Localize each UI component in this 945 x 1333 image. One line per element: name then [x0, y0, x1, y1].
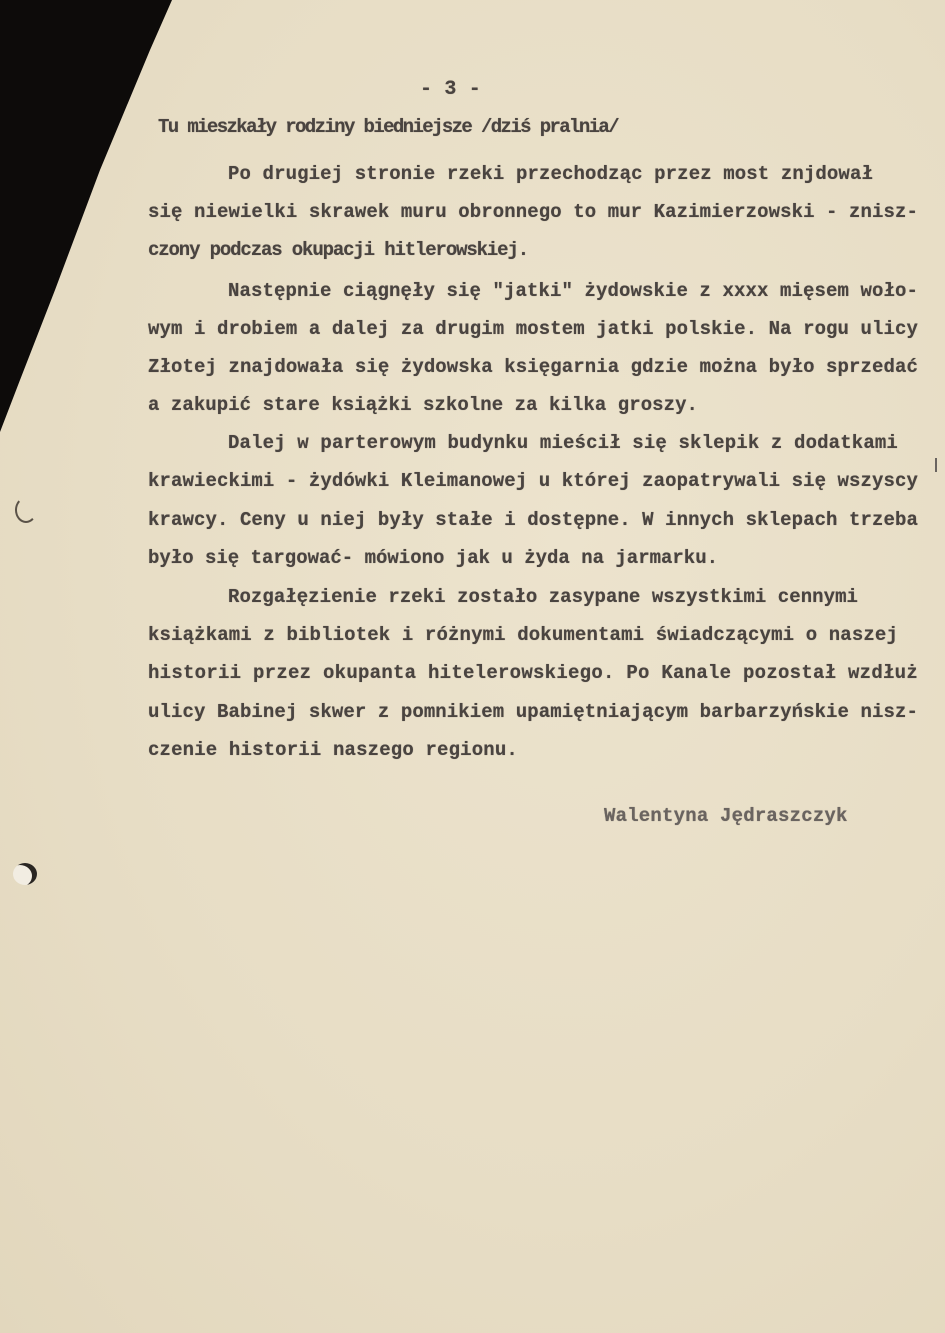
- text-line: Rozgałęzienie rzeki zostało zasypane wszystkimi cennymi: [228, 586, 858, 608]
- text-line: historii przez okupanta hitelerowskiego. Po Kanale pozostał wzdłuż: [148, 662, 918, 684]
- text-line: Złotej znajdowała się żydowska księgarnia gdzie można było sprzedać: [148, 356, 918, 378]
- margin-mark: [935, 458, 937, 472]
- text-line: wym i drobiem a dalej za drugim mostem jatki polskie. Na rogu ulicy: [148, 318, 918, 340]
- text-line: a zakupić stare książki szkolne za kilka groszy.: [148, 394, 698, 416]
- page-number: - 3 -: [420, 78, 482, 101]
- text-line: krawcy. Ceny u niej były stałe i dostępne. W innych sklepach trzeba: [148, 509, 918, 531]
- text-line: było się targować- mówiono jak u żyda na jarmarku.: [148, 547, 718, 569]
- text-line: Tu mieszkały rodziny biedniejsze /dziś pralnia/: [158, 116, 618, 138]
- text-line: Dalej w parterowym budynku mieścił się sklepik z dodatkami: [228, 432, 898, 454]
- text-line: krawieckimi - żydówki Kleimanowej u której zaopatrywali się wszyscy: [148, 470, 918, 492]
- text-line: czenie historii naszego regionu.: [148, 739, 518, 761]
- text-line: czony podczas okupacji hitlerowskiej.: [148, 239, 528, 261]
- pen-mark: [15, 497, 37, 523]
- signature: Walentyna Jędraszczyk: [604, 805, 848, 827]
- text-line: ulicy Babinej skwer z pomnikiem upamiętniającym barbarzyńskie nisz-: [148, 701, 918, 723]
- text-line: Następnie ciągnęły się "jatki" żydowskie z xxxx mięsem woło-: [228, 280, 918, 302]
- text-line: się niewielki skrawek muru obronnego to mur Kazimierzowski - znisz-: [148, 201, 918, 223]
- text-line: Po drugiej stronie rzeki przechodząc przez most znjdował: [228, 163, 873, 185]
- punch-hole: [13, 863, 37, 885]
- text-line: książkami z bibliotek i różnymi dokumentami świadczącymi o naszej: [148, 624, 898, 646]
